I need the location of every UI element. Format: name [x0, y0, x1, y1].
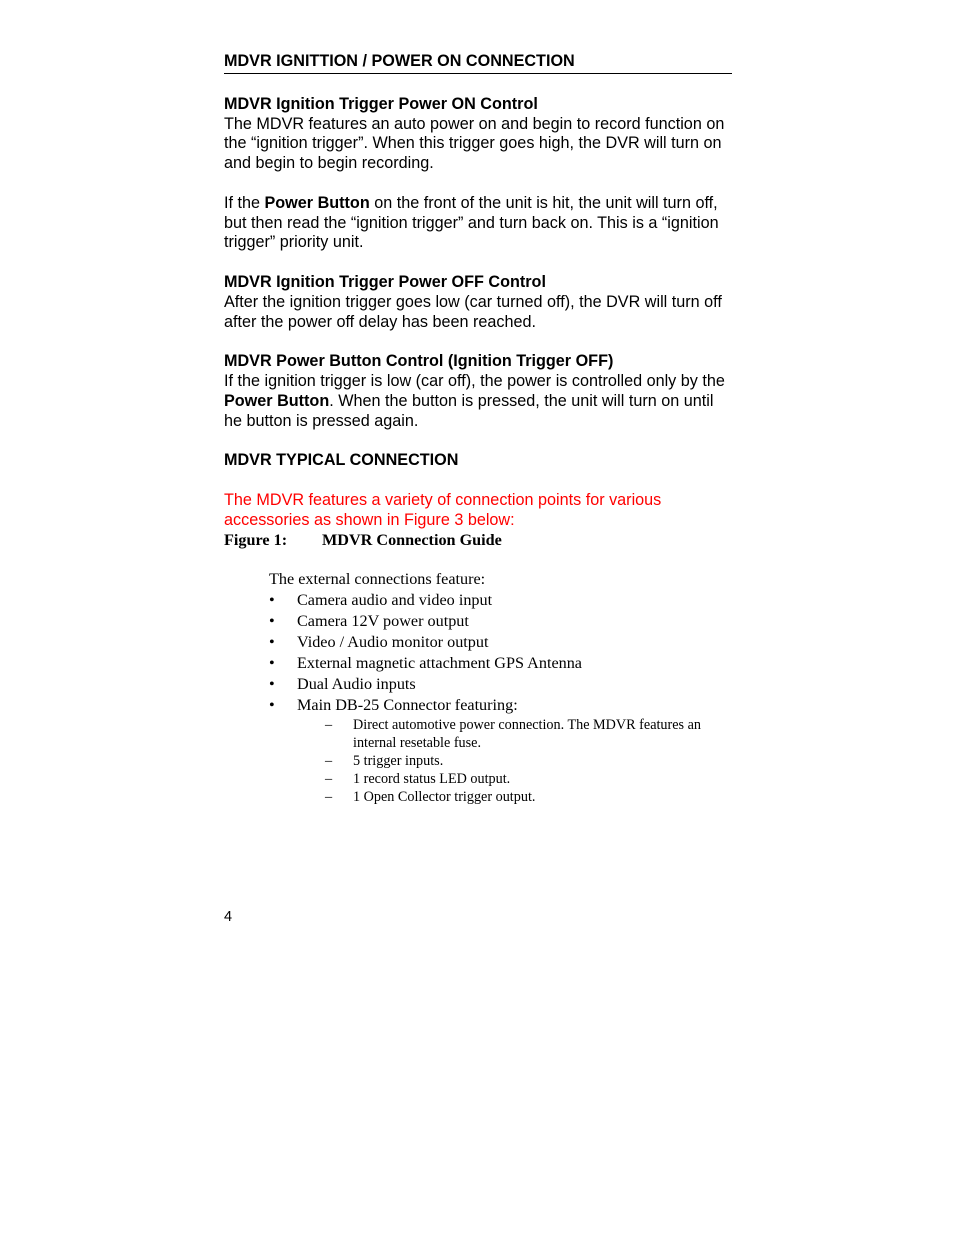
dash-icon: –	[325, 789, 333, 806]
connections-list	[224, 590, 732, 806]
spacer	[224, 431, 732, 451]
sub-list-item	[325, 770, 732, 788]
bullet-icon: •	[269, 675, 275, 694]
subheading-power-button: MDVR Power Button Control (Ignition Trigger OFF)	[224, 352, 614, 371]
bullet-icon: •	[269, 591, 275, 610]
list-item	[269, 611, 732, 632]
list-item	[269, 632, 732, 653]
subheading-ignition-on: MDVR Ignition Trigger Power ON Control	[224, 94, 538, 113]
paragraph-ignition-on: The MDVR features an auto power on and begin to record function on the “ignition trigger”. When this trigger goes high, the DVR will turn on and begin to begin recording.	[224, 114, 725, 173]
paragraph-connection-points: The MDVR features a variety of connection points for various accessories as shown in Figure 3 below:	[224, 490, 662, 529]
bold-power-button: Power Button	[224, 391, 330, 410]
section-typical-connection	[224, 451, 732, 530]
list-item-text: Dual Audio inputs	[297, 675, 416, 694]
section-ignition-off	[224, 273, 732, 332]
figure-number: Figure 1:	[224, 531, 288, 550]
page-number: 4	[224, 909, 233, 925]
spacer	[224, 74, 732, 95]
bullet-icon: •	[269, 654, 275, 673]
paragraph-power-button	[224, 372, 732, 431]
sub-list-item-text: 1 record status LED output.	[353, 771, 511, 788]
list-item-text: External magnetic attachment GPS Antenna	[297, 654, 582, 673]
dash-icon: –	[325, 753, 333, 770]
sub-list-item	[325, 716, 732, 752]
paragraph-ignition-off: After the ignition trigger goes low (car turned off), the DVR will turn off after the power off delay has been reached.	[224, 292, 722, 331]
spacer	[224, 471, 732, 491]
list-item-text: Camera audio and video input	[297, 591, 493, 610]
sub-list-item	[325, 788, 732, 806]
section-power-button	[224, 352, 732, 431]
figure-title: MDVR Connection Guide	[322, 531, 502, 550]
list-item	[269, 653, 732, 674]
bullet-icon: •	[269, 696, 275, 715]
document-page	[224, 52, 732, 806]
text-run: on the front of the unit is hit, the unit will turn off, but then read the “ignition trigger” and turn back on. This is a “ignition trigger” priority unit.	[224, 193, 719, 252]
text-run: . When the button is pressed, the unit will turn on until he button is pressed again.	[224, 391, 714, 430]
dash-icon: –	[325, 717, 333, 734]
spacer	[224, 332, 732, 352]
db25-features-list	[297, 716, 732, 806]
list-item-text: Main DB-25 Connector featuring:	[297, 696, 518, 715]
list-item-text: Video / Audio monitor output	[297, 633, 489, 652]
list-item	[269, 590, 732, 611]
text-run: If the	[224, 193, 265, 212]
section-title-ignition: MDVR IGNITTION / POWER ON CONNECTION	[224, 52, 732, 74]
sub-list-item	[325, 752, 732, 770]
sub-list-item-text: 1 Open Collector trigger output.	[353, 789, 536, 806]
subheading-ignition-off: MDVR Ignition Trigger Power OFF Control	[224, 272, 546, 291]
sub-list-item-text: 5 trigger inputs.	[353, 753, 444, 770]
paragraph-power-button-note	[224, 194, 732, 253]
text-run: If the ignition trigger is low (car off), the power is controlled only by the	[224, 371, 725, 390]
bold-power-button: Power Button	[264, 193, 370, 212]
sub-list-item-text: Direct automotive power connection. The MDVR features an internal resetable fuse.	[353, 717, 702, 752]
list-item	[269, 674, 732, 695]
list-item-text: Camera 12V power output	[297, 612, 469, 631]
spacer	[224, 174, 732, 194]
figure-caption	[224, 530, 732, 550]
list-item	[269, 695, 732, 806]
connections-intro: The external connections feature:	[269, 570, 486, 589]
subheading-typical-connection: MDVR TYPICAL CONNECTION	[224, 451, 459, 470]
bullet-icon: •	[269, 612, 275, 631]
dash-icon: –	[325, 771, 333, 788]
spacer	[224, 253, 732, 273]
section-ignition-on	[224, 95, 732, 253]
bullet-icon: •	[269, 633, 275, 652]
